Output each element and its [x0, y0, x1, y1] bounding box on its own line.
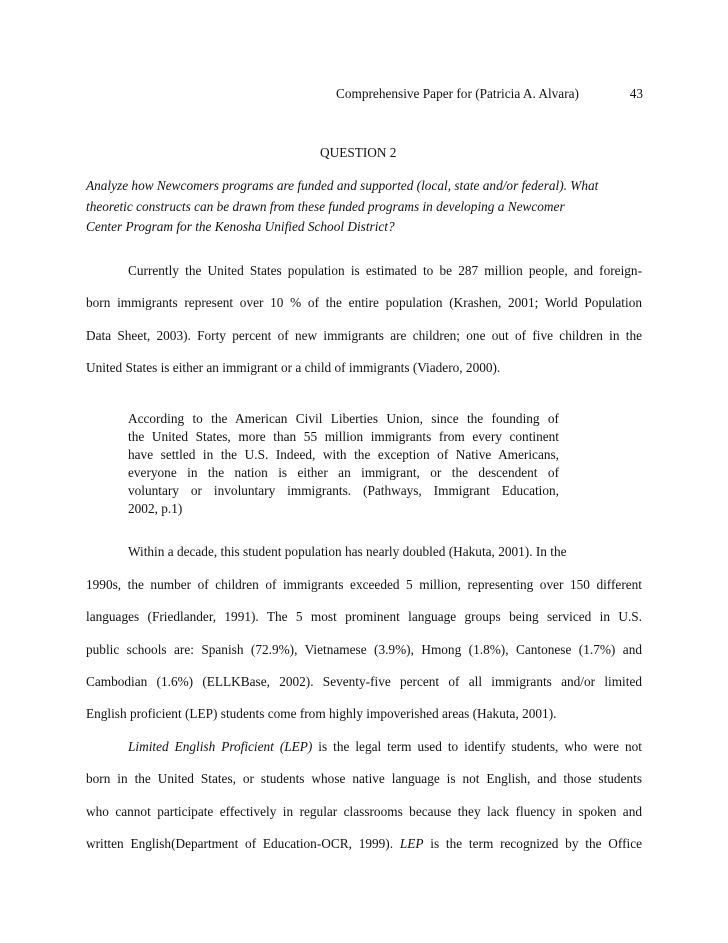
- paragraph-line: public schools are: Spanish (72.9%), Vietnamese (3.9%), Hmong (1.8%), Cantonese (1.7%) and: [86, 642, 642, 657]
- defined-term: Limited English Proficient (LEP): [128, 739, 313, 754]
- defined-term: LEP: [399, 836, 424, 851]
- section-heading: QUESTION 2: [320, 145, 397, 160]
- paragraph-text: is the term recognized by the Office: [423, 836, 642, 851]
- paragraph-line: [86, 836, 642, 852]
- paragraph-line: Currently the United States population is estimated to be 287 million people, and foreign-: [128, 263, 642, 278]
- block-quote: [128, 410, 559, 518]
- quote-line: the United States, more than 55 million immigrants from every continent: [128, 429, 559, 444]
- page-number: 43: [629, 86, 643, 101]
- paragraph-line: Cambodian (1.6%) (ELLKBase, 2002). Seventy-five percent of all immigrants and/or limited: [86, 674, 642, 689]
- quote-line: everyone in the nation is either an immigrant, or the descendent of: [128, 465, 559, 480]
- paragraph-line: Data Sheet, 2003). Forty percent of new immigrants are children; one out of five children in the: [86, 328, 642, 343]
- paragraph-line: born immigrants represent over 10 % of the entire population (Krashen, 2001; World Population: [86, 295, 642, 310]
- paragraph-line: who cannot participate effectively in regular classrooms because they lack fluency in spoken and: [86, 804, 642, 819]
- question-line: Analyze how Newcomers programs are funded and supported (local, state and/or federal). What: [86, 178, 599, 193]
- paragraph-text: written English(Department of Education-OCR, 1999).: [86, 836, 400, 851]
- paragraph-line: languages (Friedlander, 1991). The 5 most prominent language groups being serviced in U.S.: [86, 609, 642, 624]
- question-line: theoretic constructs can be drawn from these funded programs in developing a Newcomer: [86, 198, 565, 214]
- paragraph-line: English proficient (LEP) students come from highly impoverished areas (Hakuta, 2001).: [86, 706, 557, 721]
- quote-line: have settled in the U.S. Indeed, with the exception of Native Americans,: [128, 447, 559, 462]
- paragraph-line: United States is either an immigrant or a child of immigrants (Viadero, 2000).: [86, 360, 501, 375]
- header-title: Comprehensive Paper for (Patricia A. Alvara): [336, 86, 579, 101]
- paragraph-line: Within a decade, this student population has nearly doubled (Hakuta, 2001). In the: [128, 544, 567, 559]
- paragraph-text: is the legal term used to identify students, who were not: [312, 739, 642, 754]
- quote-line: voluntary or involuntary immigrants. (Pathways, Immigrant Education,: [128, 483, 559, 498]
- paragraph-line: 1990s, the number of children of immigrants exceeded 5 million, representing over 150 different: [86, 577, 642, 592]
- question-line: Center Program for the Kenosha Unified School District?: [86, 219, 395, 234]
- paragraph-line: born in the United States, or students whose native language is not English, and those students: [86, 771, 642, 786]
- paragraph-line: [128, 739, 642, 755]
- quote-line: 2002, p.1): [128, 501, 183, 516]
- quote-line: According to the American Civil Liberties Union, since the founding of: [128, 411, 559, 426]
- question-prompt: [86, 176, 642, 238]
